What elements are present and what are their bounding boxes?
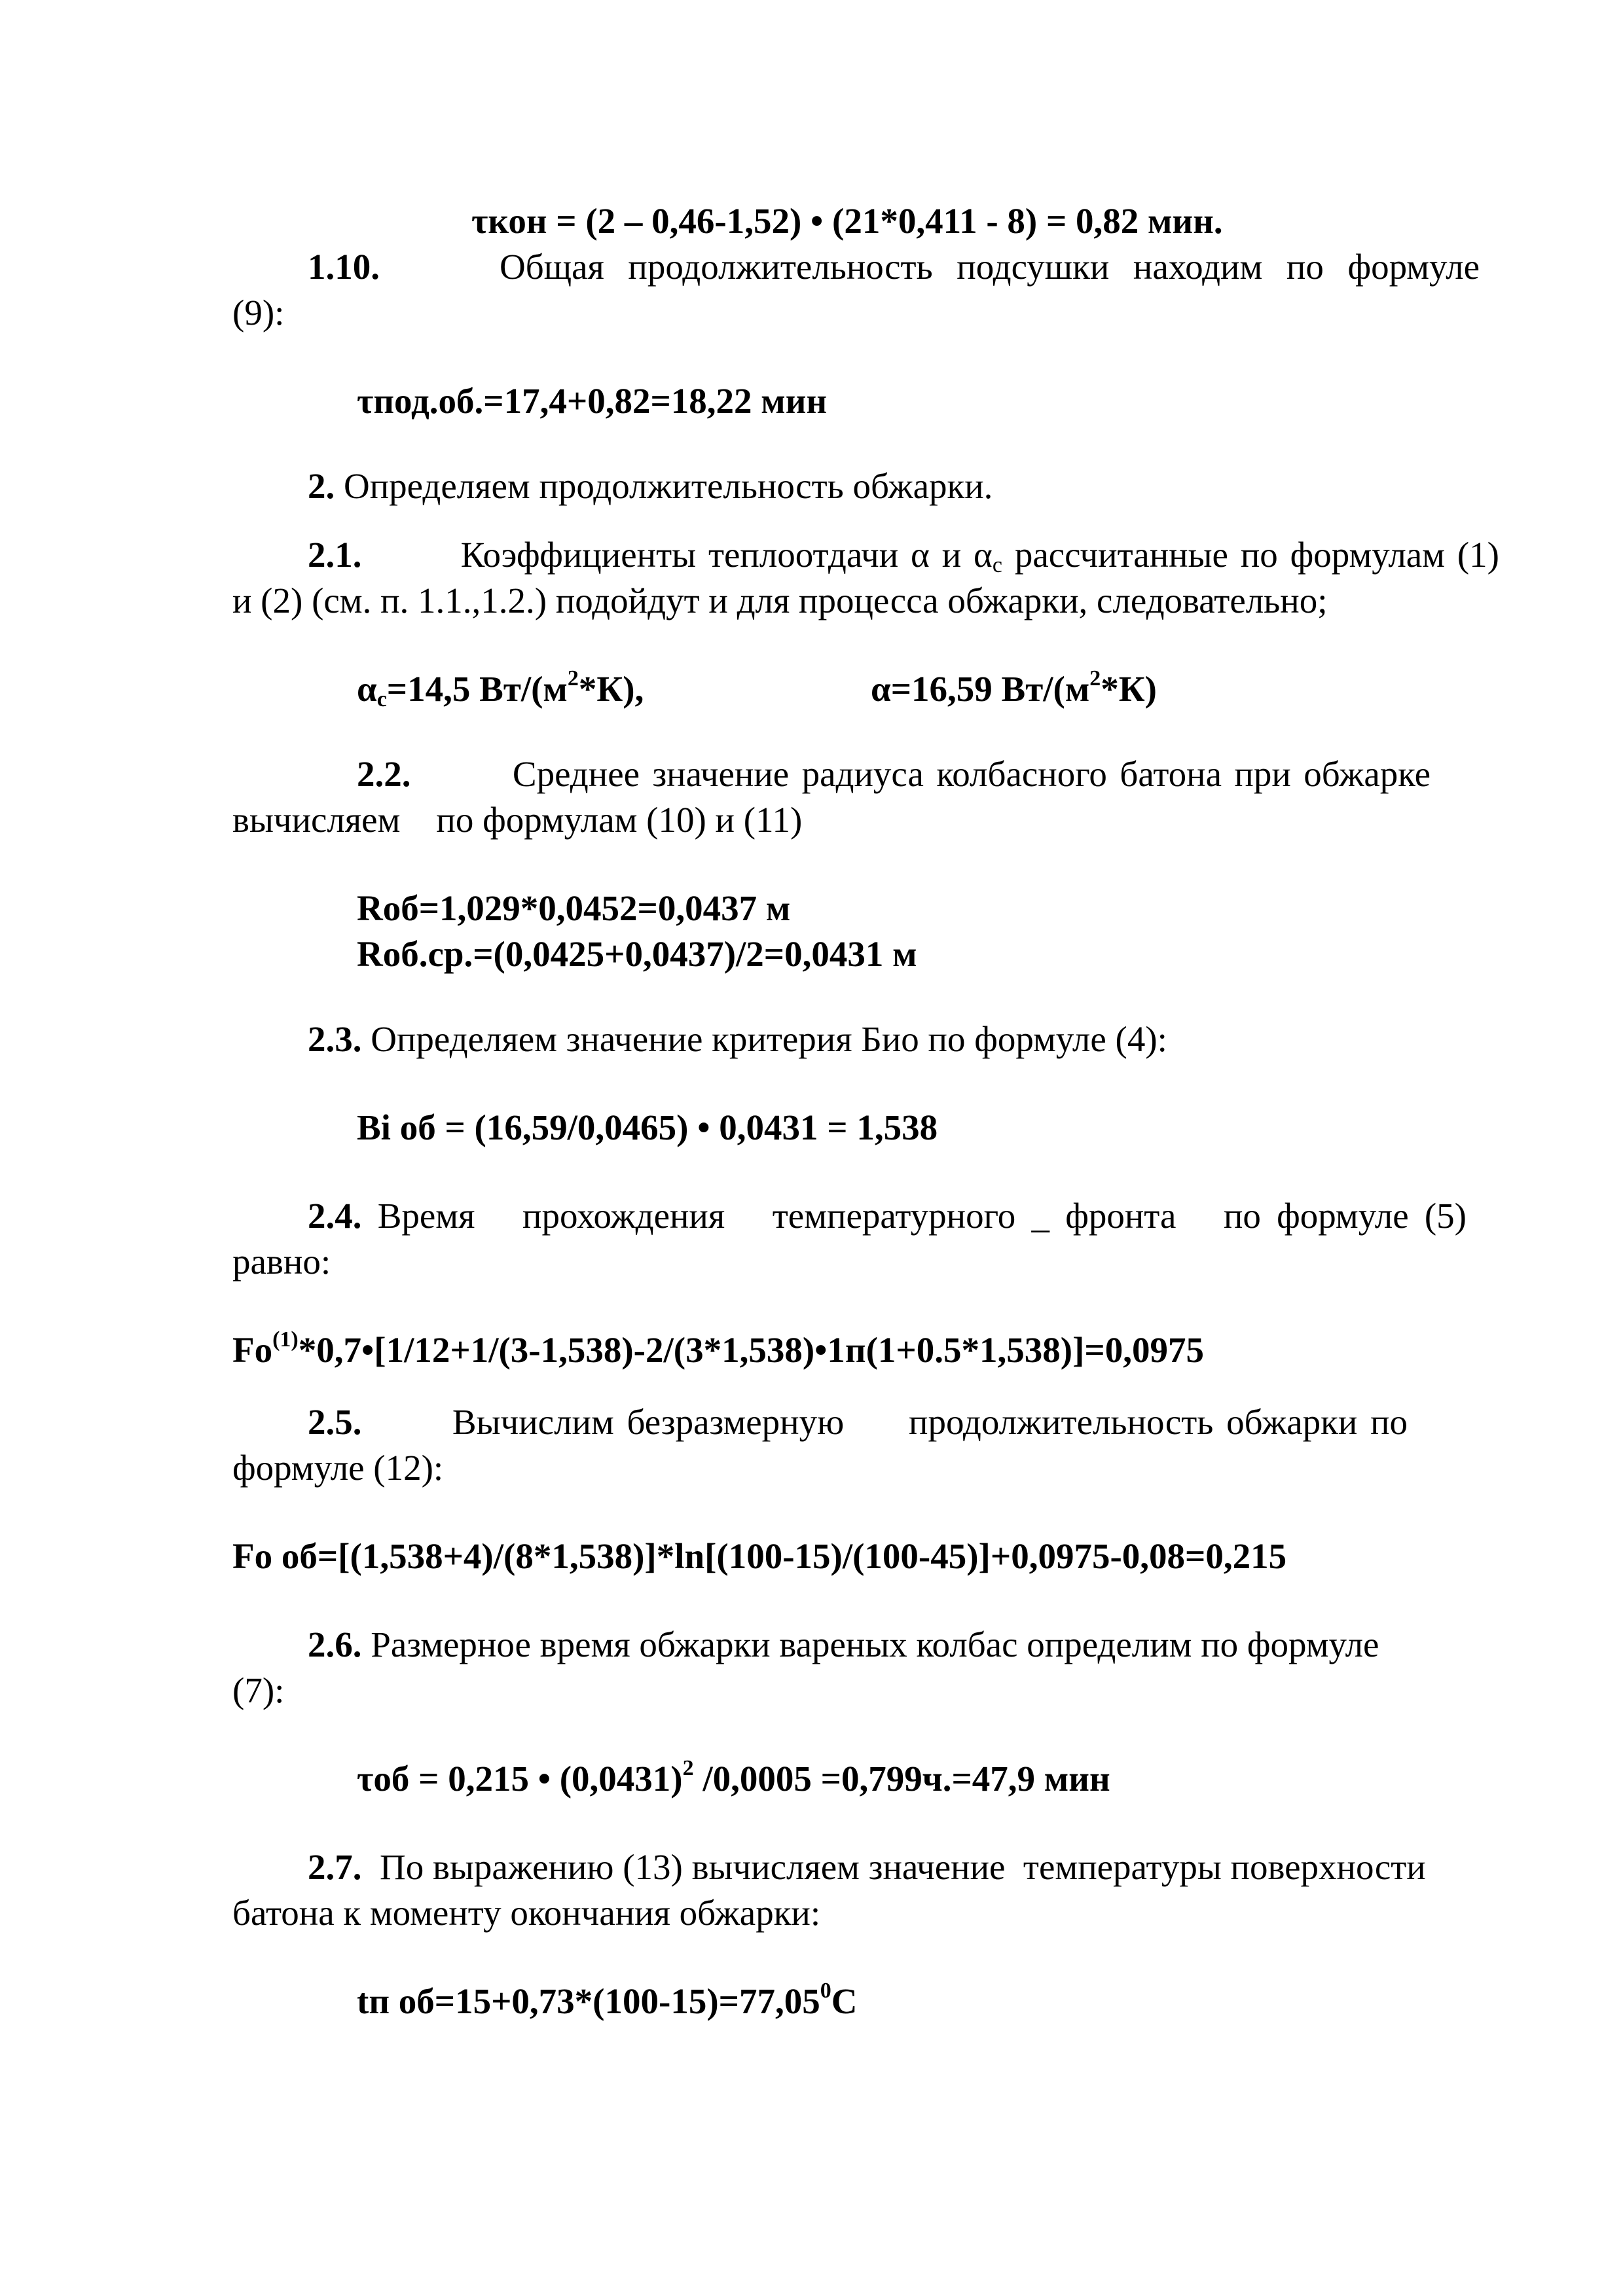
formula-bi: Bi об = (16,59/0,0465) • 0,0431 = 1,538	[357, 1107, 938, 1147]
paragraph-2-2	[357, 753, 1431, 796]
paragraph-text: Определяем значение критерия Био по формуле (4):	[371, 1019, 1167, 1059]
paragraph-text: По выражению (13) вычисляем значение температуры поверхности	[380, 1847, 1426, 1887]
section-number: 2.4.	[308, 1196, 362, 1236]
paragraph-text: Вычислим безразмерную продолжительность обжарки по	[452, 1402, 1408, 1442]
paragraph-2-6	[308, 1623, 1379, 1666]
superscript: 0	[820, 1979, 831, 2003]
section-number: 2.3.	[308, 1019, 362, 1059]
paragraph-2-6-cont: (7):	[232, 1670, 285, 1710]
paragraph-2-4-cont: равно:	[232, 1242, 331, 1282]
paragraph-text: Определяем продолжительность обжарки.	[344, 466, 993, 506]
formula-r-ob: Rоб=1,029*0,0452=0,0437 м	[357, 888, 791, 928]
formula-tau-pod: τпод.об.=17,4+0,82=18,22 мин	[357, 381, 828, 421]
paragraph-text: Размерное время обжарки вареных колбас определим по формуле	[371, 1624, 1379, 1664]
formula-alpha: α=16,59 $Вт/(м^2*К)$	[871, 666, 1157, 709]
paragraph-2-7	[308, 1846, 1426, 1889]
paragraph-text: Общая продолжительность подсушки находим по формуле	[500, 247, 1480, 287]
paragraph-2-2-cont: вычисляем по формулам (10) и (11)	[232, 800, 803, 840]
formula-tau-kon: τкон = (2 – 0,46-1,52) • (21*0,411 - 8) = 0,82 мин.	[471, 201, 1223, 241]
paragraph-1-10-cont: (9):	[232, 293, 285, 332]
section-number: 2.1.	[308, 535, 362, 575]
paragraph-2	[308, 465, 993, 508]
paragraph-text: Время прохождения температурного _ фронта по формуле (5)	[377, 1196, 1467, 1236]
paragraph-2-5	[308, 1401, 1408, 1444]
superscript: 2	[567, 666, 579, 691]
section-number: 2.	[308, 466, 335, 506]
paragraph-2-4	[308, 1194, 1467, 1238]
section-number: 2.5.	[308, 1402, 362, 1442]
formula-t-p-ob: tп $об=15+0,73*(100-15)=77,05^0С$	[357, 1979, 858, 2021]
paragraph-2-3	[308, 1018, 1167, 1061]
paragraph-text: рассчитанные по формулам (1)	[1002, 535, 1500, 575]
section-number: 2.7.	[308, 1847, 362, 1887]
paragraph-2-7-cont: батона к моменту окончания обжарки:	[232, 1893, 821, 1933]
paragraph-2-1	[308, 533, 1499, 577]
formula-alpha-c: $\alpha_c=14,5$ $Вт/(м^2*К)$,	[357, 666, 644, 711]
section-number: 2.2.	[357, 754, 411, 794]
paragraph-text: Среднее значение радиуса колбасного батона при обжарке	[512, 754, 1431, 794]
paragraph-text: Коэффициенты теплоотдачи α и α	[460, 535, 993, 575]
formula-fo-ob: Fo об=[(1,538+4)/(8*1,538)]*ln[(100-15)/(100-45)]+0,0975-0,08=0,215	[232, 1536, 1287, 1576]
superscript: 2	[682, 1756, 694, 1780]
section-number: 1.10.	[308, 247, 380, 287]
formula-fo-1: $Fo^{(1)}*0,7•[1/12+1/(3-1,538)-2/(3*1,538)•1п(1+0.5*1,538)]=0,0975$	[232, 1327, 1204, 1370]
paragraph-2-5-cont: формуле (12):	[232, 1448, 444, 1488]
paragraph-1-10	[308, 245, 1480, 289]
formula-r-ob-sr: Rоб.ср.=(0,0425+0,0437)/2=0,0431 м	[357, 934, 917, 974]
subscript: c	[376, 687, 387, 711]
section-number: 2.6.	[308, 1624, 362, 1664]
superscript: 2	[1089, 666, 1101, 691]
formula-tau-ob: τоб = 0,215 • $(0,0431)^2$ /0,0005 =0,799ч.=47,9 мин	[357, 1756, 1110, 1799]
superscript: (1)	[272, 1327, 299, 1352]
subscript: c	[992, 553, 1002, 577]
paragraph-2-1-cont: и (2) (см. п. 1.1.,1.2.) подойдут и для процесса обжарки, следовательно;	[232, 581, 1328, 620]
